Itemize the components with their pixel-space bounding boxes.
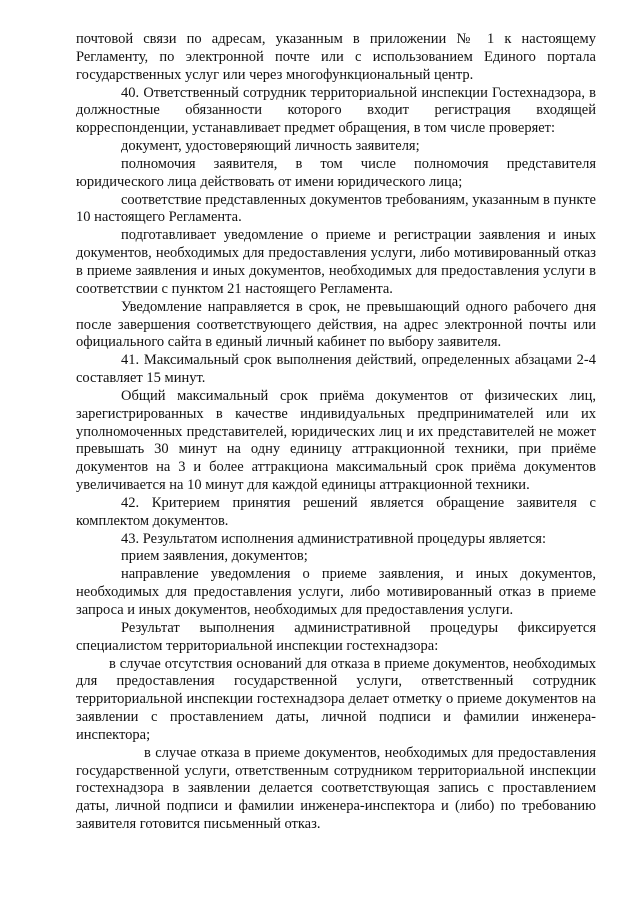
paragraph-notice-sent: Уведомление направляется в срок, не превышающий одного рабочего дня после завершения соответствующего действия, на адрес электронной почты или официального сайта в единый личный кабинет по выбору заявителя.	[76, 298, 596, 351]
paragraph-total-time: Общий максимальный срок приёма документов от физических лиц, зарегистрированных в качестве индивидуальных предпринимателей или их уполномоченных представителей, юридических лиц и их представителей не может превышать 30 минут на одну единицу аттракционной техники, при приёме документов на 3 и более аттракциона максимальный срок приёма документов увеличивается на 10 минут для каждой единицы аттракционной техники.	[76, 387, 596, 494]
paragraph-42: 42. Критерием принятия решений является обращение заявителя с комплектом документов.	[76, 494, 596, 529]
paragraph-result-recorded: Результат выполнения административной процедуры фиксируется специалистом территориальной инспекции гостехнадзора:	[76, 619, 596, 654]
paragraph-identity-document: документ, удостоверяющий личность заявителя;	[121, 138, 420, 155]
paragraph-41: 41. Максимальный срок выполнения действий, определенных абзацами 2-4 составляет 15 минут.	[76, 352, 596, 387]
paragraph-no-refusal-case: в случае отсутствия оснований для отказа в приеме документов, необходимых для предоставления государственной услуги, ответственный сотрудник территориальной инспекции гостехнадзора делает отметку о приеме документов на заявлении с проставлением даты, личной подписи и фамилии инженера-инспектора;	[76, 655, 596, 743]
paragraph-43: 43. Результатом исполнения административной процедуры является:	[121, 530, 547, 547]
paragraph-prepares-notice: подготавливает уведомление о приеме и регистрации заявления и иных документов, необходимых для предоставления услуги, либо мотивированный отказ в приеме заявления и иных документов, необходимых для предоставления услуги в соответствии с пунктом 21 настоящего Регламента.	[76, 227, 596, 297]
paragraph-intro-continuation: почтовой связи по адресам, указанным в приложении № 1 к настоящему Регламенту, по электронной почте или с использованием Единого портала государственных услуг или через многофункциональный центр.	[76, 31, 596, 83]
paragraph-authority: полномочия заявителя, в том числе полномочия представителя юридического лица действовать от имени юридического лица;	[76, 155, 596, 190]
paragraph-40: 40. Ответственный сотрудник территориальной инспекции Гостехнадзора, в должностные обязанности которого входит регистрация входящей корреспонденции, устанавливает предмет обращения, в том числе проверяет:	[76, 84, 596, 137]
paragraph-notification: направление уведомления о приеме заявления, и иных документов, необходимых для предоставления услуги, либо мотивированный отказ в приеме запроса и иных документов, необходимых для предоставления услуги.	[76, 566, 596, 618]
paragraph-compliance: соответствие представленных документов требованиям, указанным в пункте 10 настоящего Регламента.	[76, 191, 596, 226]
paragraph-acceptance: прием заявления, документов;	[121, 548, 308, 565]
paragraph-refusal-case: в случае отказа в приеме документов, необходимых для предоставления государственной услуги, ответственным сотрудником территориальной инспекции гостехнадзора в заявлении делается соответствующая запись с проставлением даты, личной подписи и фамилии инженера-инспектора и (либо) по требованию заявителя готовится письменный отказ.	[76, 744, 596, 833]
